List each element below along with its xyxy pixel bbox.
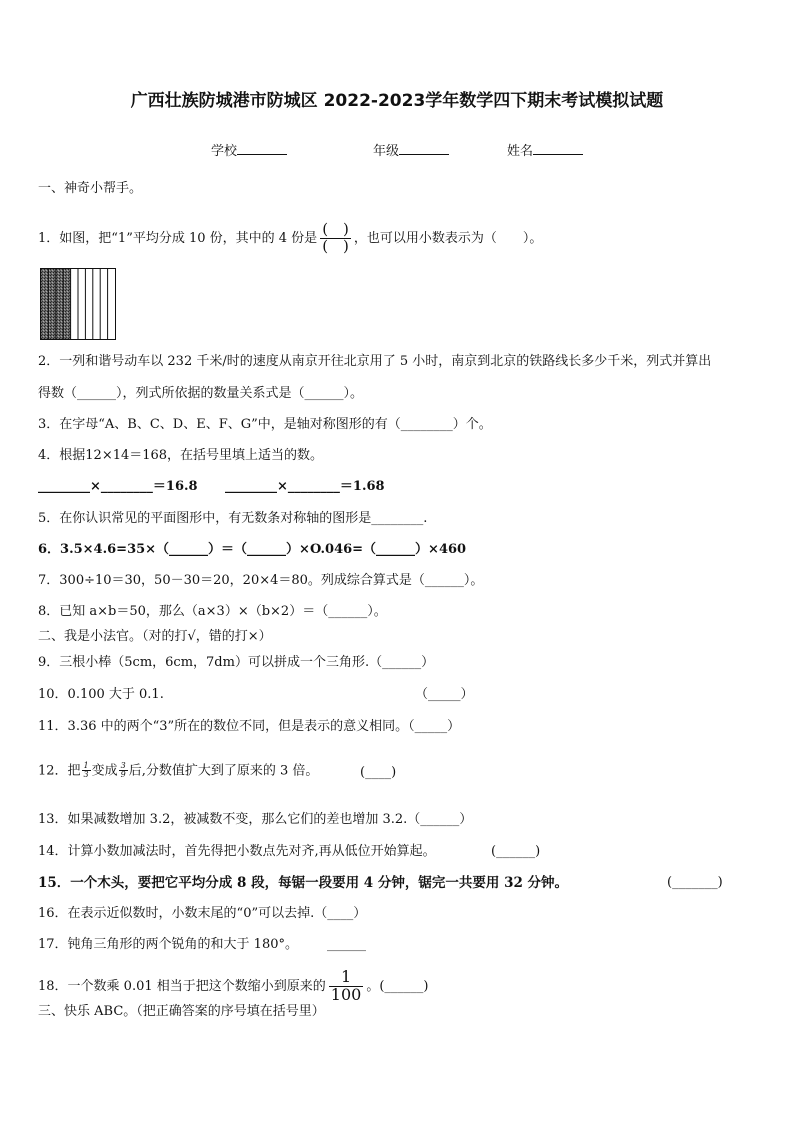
q10-text: 10．0.100 大于 0.1. [38, 687, 164, 702]
section-3-heading: 三、快乐 ABC。（把正确答案的序号填在括号里） [38, 1004, 325, 1019]
question-10 [38, 686, 164, 704]
school-field[interactable] [211, 140, 287, 159]
q12-fraction-2 [119, 762, 128, 780]
q17-answer-blank[interactable]: ______ [327, 937, 366, 952]
q12-answer-blank[interactable]: (____) [360, 765, 397, 780]
q12-f1-den: 3 [83, 770, 89, 780]
q1-text-pre: 1．如图，把“1”平均分成 10 份，其中的 4 份是 [38, 230, 318, 246]
question-6: 6．3.5×4.6=35×（______）＝（______）×O.046=（______）×460 [38, 542, 467, 557]
question-4-blank-a[interactable]: ________×________＝16.8 [38, 479, 198, 494]
decimal-grid-figure [40, 268, 116, 340]
question-12 [38, 762, 318, 780]
q18-text-pre: 18．一个数乘 0.01 相当于把这个数缩小到原来的 [38, 978, 326, 994]
section-2-heading: 二、我是小法官。（对的打√，错的打×） [38, 629, 272, 644]
q12-f2-den: 9 [120, 770, 126, 780]
question-5: 5．在你认识常见的平面图形中，有无数条对称轴的图形是________. [38, 511, 428, 526]
question-8: 8．已知 a×b＝50，那么（a×3）×（b×2）＝（______）。 [38, 604, 387, 619]
q12-fraction-1 [82, 762, 91, 780]
name-field[interactable] [507, 140, 583, 159]
q12-text-post: 后,分数值扩大到了原来的 3 倍。 [128, 763, 319, 779]
question-2-line-1: 2．一列和谐号动车以 232 千米/时的速度从南京开往北京用了 5 小时，南京到北京的铁路线长多少千米，列式并算出 [38, 354, 712, 369]
question-2-line-2: 得数（______），列式所依据的数量关系式是（______）。 [38, 386, 364, 401]
q1-frac-den[interactable]: ( ) [322, 236, 349, 255]
grade-blank[interactable] [399, 140, 449, 155]
school-blank[interactable] [237, 140, 287, 155]
question-9: 9．三根小棒（5cm，6cm，7dm）可以拼成一个三角形.（______） [38, 655, 435, 670]
question-7: 7．300÷10＝30，50－30＝20，20×4＝80。列成综合算式是（______）。 [38, 573, 484, 588]
q14-answer-blank[interactable]: (______) [491, 844, 541, 859]
question-14: 14．计算小数加减法时，首先得把小数点先对齐,再从低位开始算起。 [38, 844, 436, 859]
school-label: 学校 [211, 144, 238, 159]
question-16: 16．在表示近似数时，小数末尾的“0”可以去掉.（____） [38, 906, 367, 921]
grade-label: 年级 [373, 144, 400, 159]
question-13: 13．如果减数增加 3.2，被减数不变，那么它们的差也增加 3.2.（______） [38, 812, 473, 827]
question-17: 17．钝角三角形的两个锐角的和大于 180°。 [38, 937, 298, 952]
q1-text-post: ，也可以用小数表示为（ ）。 [353, 230, 543, 246]
question-18 [38, 969, 428, 1004]
q12-f1-num: 1 [83, 761, 89, 770]
q12-text-mid: 变成 [91, 763, 118, 779]
name-blank[interactable] [533, 140, 583, 155]
q10-answer-blank[interactable]: （_____） [415, 687, 474, 702]
question-1 [38, 222, 542, 255]
q18-fraction [329, 969, 364, 1004]
question-3: 3．在字母“A、B、C、D、E、F、G”中，是轴对称图形的有（________）个。 [38, 417, 492, 432]
question-4-blank-b[interactable]: ________×________＝1.68 [225, 479, 385, 494]
q1-fraction [320, 222, 351, 255]
section-1-heading: 一、神奇小帮手。 [38, 181, 143, 196]
q18-f-den: 100 [330, 984, 362, 1004]
page-title: 广西壮族防城港市防城区 2022-2023学年数学四下期末考试模拟试题 [130, 91, 664, 111]
grid-svg [41, 269, 115, 339]
q12-text-pre: 12．把 [38, 763, 81, 779]
question-15: 15．一个木头，要把它平均分成 8 段，每锯一段要用 4 分钟，锯完一共要用 32 分钟。 [38, 875, 569, 891]
q15-answer-blank[interactable]: (_______) [667, 875, 723, 890]
q12-f2-num: 3 [120, 761, 126, 770]
name-label: 姓名 [507, 144, 534, 159]
grade-field[interactable] [373, 140, 449, 159]
q18-text-post[interactable]: 。(______) [366, 978, 429, 994]
q1-frac-num[interactable]: ( ) [322, 220, 349, 238]
question-11: 11．3.36 中的两个“3”所在的数位不同，但是表示的意义相同。（_____） [38, 719, 461, 734]
question-4: 4．根据12×14＝168，在括号里填上适当的数。 [38, 448, 324, 463]
q18-f-num: 1 [329, 969, 364, 987]
